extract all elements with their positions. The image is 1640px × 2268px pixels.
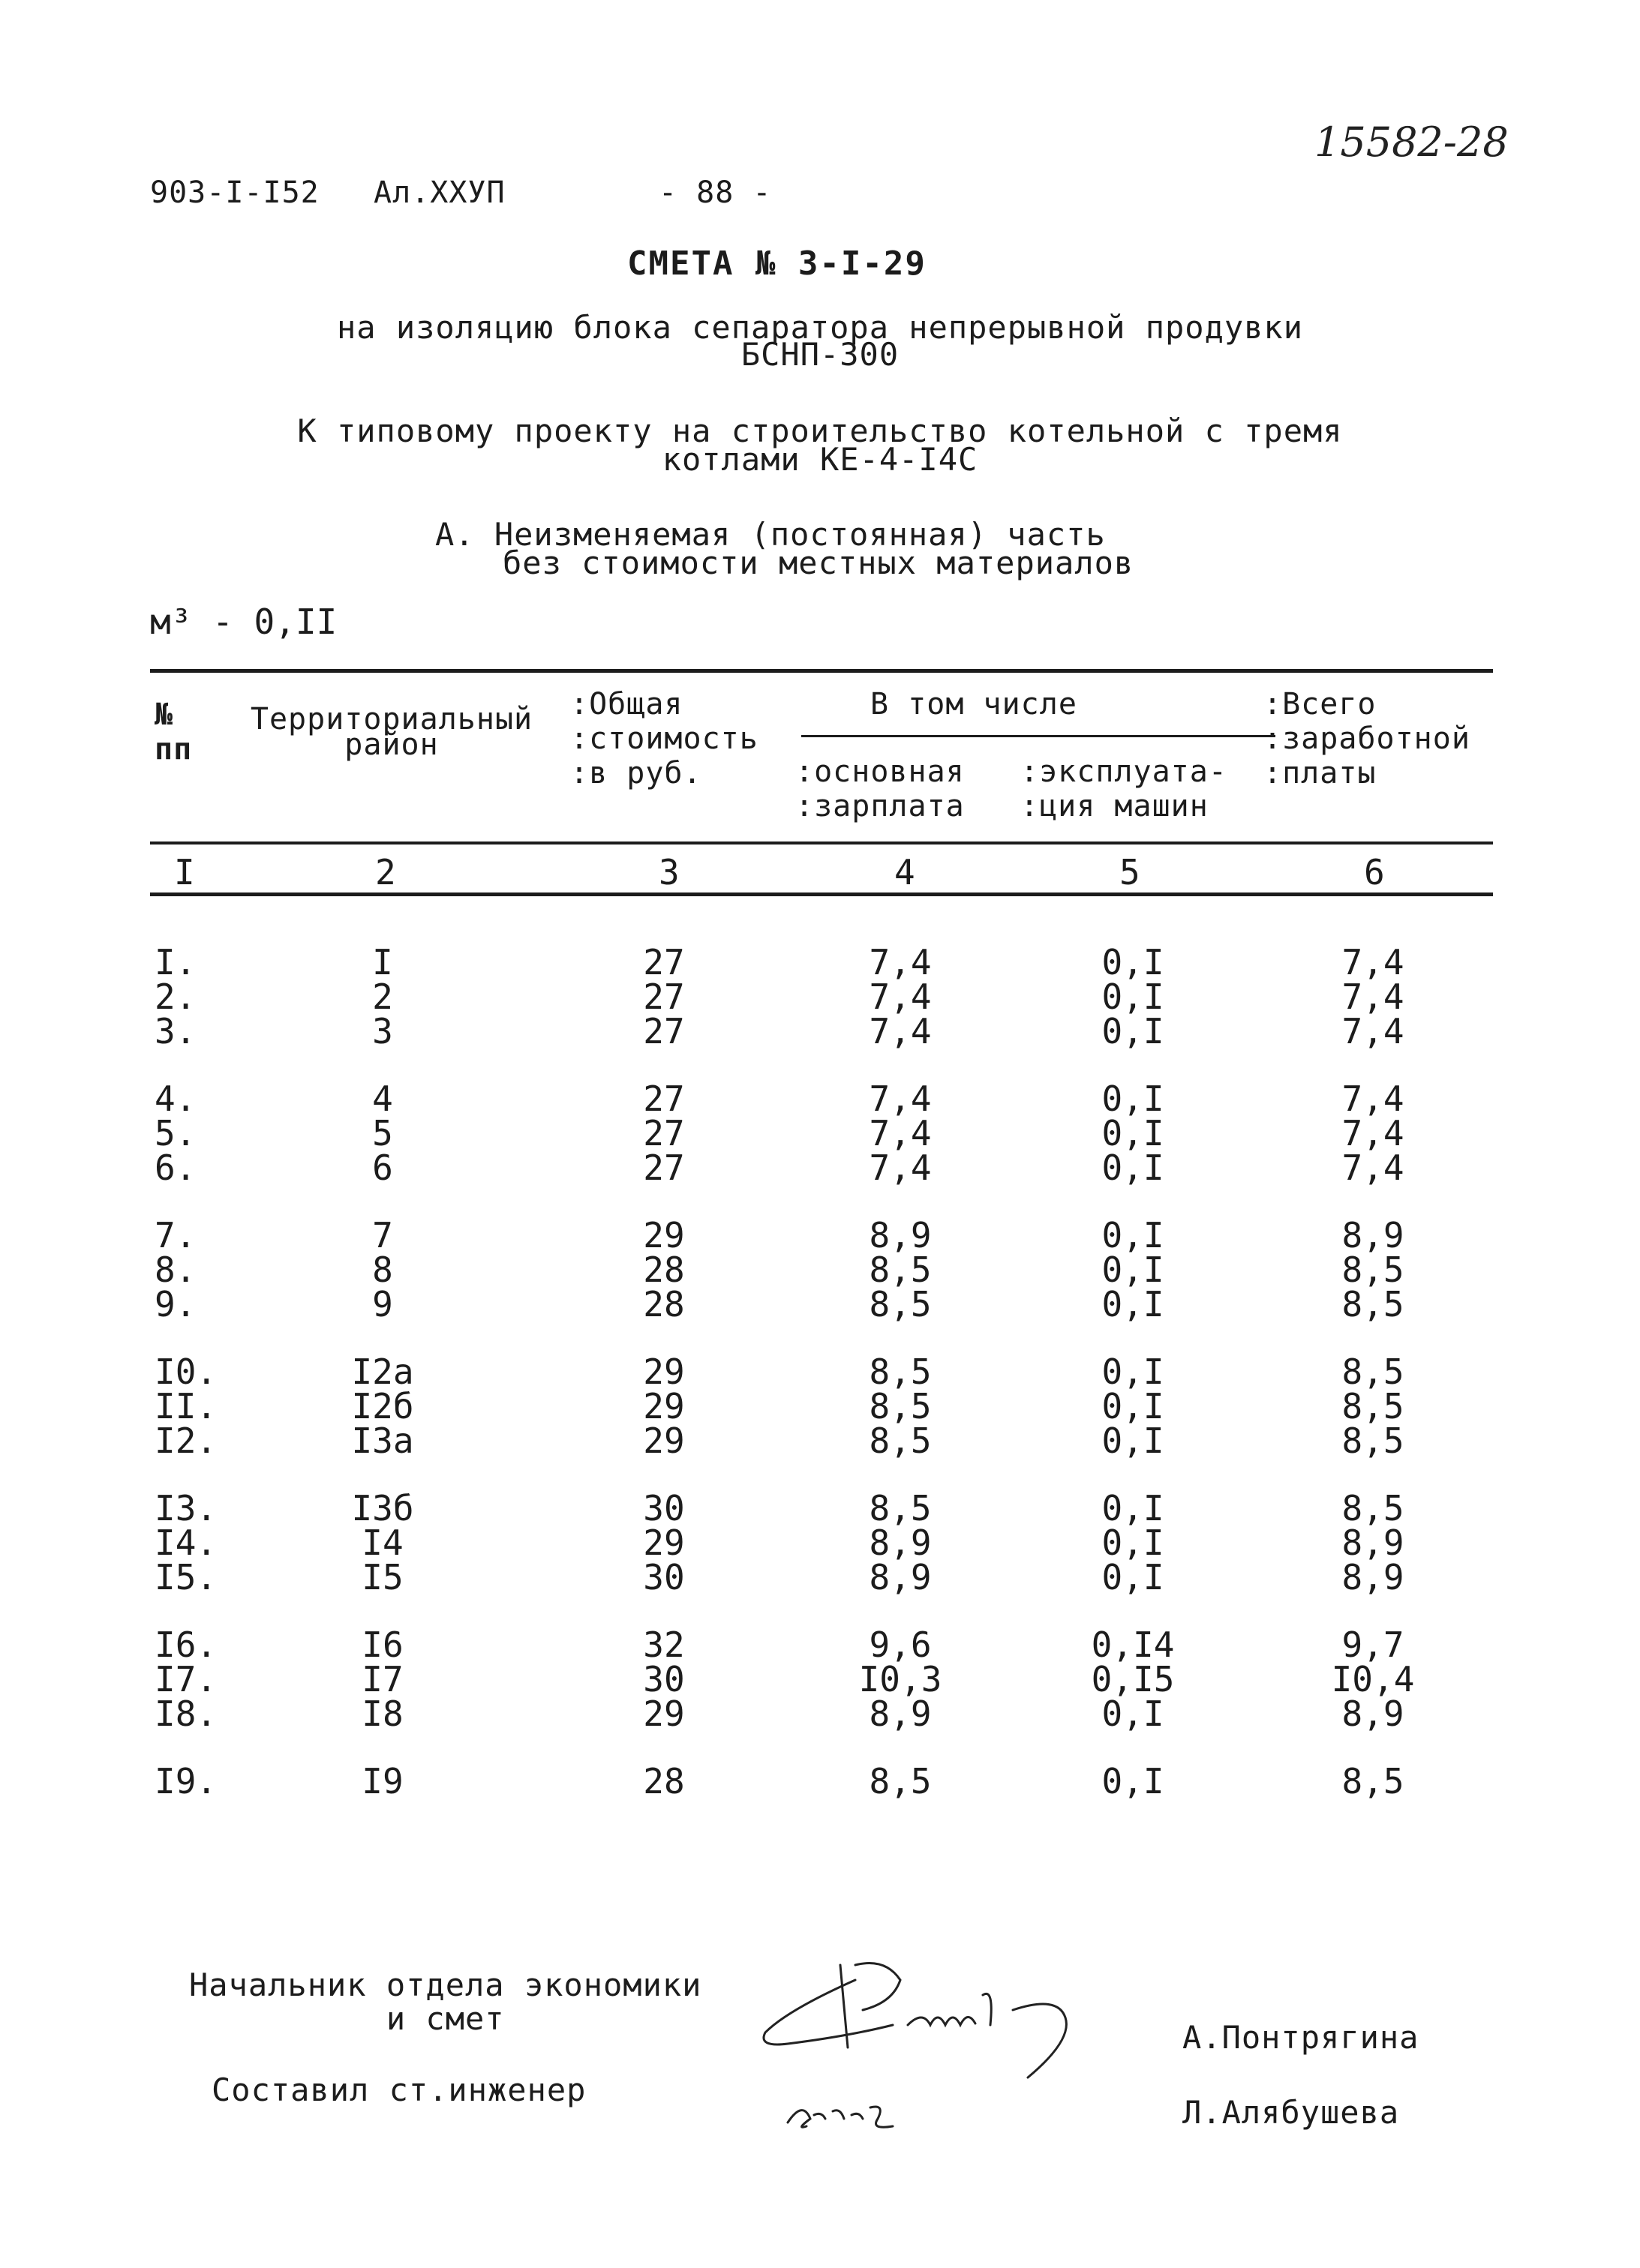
total-wages-cell: 7,4	[1341, 1011, 1404, 1052]
region-cell: I8	[362, 1694, 404, 1734]
machine-cost-cell: 0,I	[1101, 1011, 1164, 1052]
total-wages-cell: I0,4	[1331, 1659, 1415, 1700]
col-header-machines: :эксплуата- :ция машин	[1020, 754, 1227, 824]
total-cost-cell: 28	[643, 1284, 685, 1324]
row-number-cell: I.	[155, 942, 197, 982]
region-cell: 3	[372, 1011, 393, 1052]
base-salary-cell: I0,3	[858, 1659, 942, 1700]
total-cost-cell: 27	[643, 1113, 685, 1154]
total-cost-cell: 29	[643, 1215, 685, 1256]
total-cost-cell: 27	[643, 1011, 685, 1052]
base-salary-cell: 8,5	[869, 1352, 932, 1392]
total-cost-cell: 27	[643, 1148, 685, 1188]
row-number-cell: I3.	[155, 1488, 218, 1528]
table-number-rule	[150, 892, 1493, 896]
base-salary-cell: 9,6	[869, 1624, 932, 1665]
total-cost-cell: 28	[643, 1250, 685, 1290]
base-salary-cell: 7,4	[869, 1113, 932, 1154]
base-salary-cell: 7,4	[869, 976, 932, 1017]
col-number-1: I	[174, 852, 196, 892]
col-number-6: 6	[1364, 852, 1386, 892]
total-wages-cell: 7,4	[1341, 1148, 1404, 1188]
compiler-name: Л.Алябушева	[1182, 2094, 1400, 2131]
total-cost-cell: 30	[643, 1488, 685, 1528]
row-number-cell: 7.	[155, 1215, 197, 1256]
machine-cost-cell: 0,I	[1101, 1420, 1164, 1461]
total-wages-cell: 7,4	[1341, 942, 1404, 982]
base-salary-cell: 8,5	[869, 1250, 932, 1290]
col-header-including: В том числе	[870, 687, 1077, 722]
volume-label: м³ - 0,II	[150, 602, 338, 642]
total-wages-cell: 8,5	[1341, 1284, 1404, 1324]
row-number-cell: 3.	[155, 1011, 197, 1052]
region-cell: I4	[362, 1522, 404, 1563]
region-cell: I6	[362, 1624, 404, 1665]
col-header-total-wages: :Всего :заработной :платы	[1263, 687, 1470, 790]
machine-cost-cell: 0,I	[1101, 1148, 1164, 1188]
total-cost-cell: 29	[643, 1694, 685, 1734]
total-cost-cell: 30	[643, 1659, 685, 1700]
table-top-rule	[150, 669, 1493, 673]
region-cell: 5	[372, 1113, 393, 1154]
row-number-cell: I9.	[155, 1761, 218, 1802]
doc-code: 903-I-I52	[150, 176, 320, 210]
machine-cost-cell: 0,I	[1101, 1284, 1164, 1324]
col-number-2: 2	[375, 852, 397, 892]
total-wages-cell: 7,4	[1341, 976, 1404, 1017]
section-line-2: без стоимости местных материалов	[503, 544, 1134, 581]
total-cost-cell: 29	[643, 1386, 685, 1426]
total-wages-cell: 8,5	[1341, 1420, 1404, 1461]
total-cost-cell: 29	[643, 1352, 685, 1392]
base-salary-cell: 8,5	[869, 1761, 932, 1802]
section-heading	[435, 518, 1134, 580]
total-cost-cell: 29	[643, 1522, 685, 1563]
subtitle-line-2: БСНП-300	[740, 336, 900, 373]
base-salary-cell: 8,9	[869, 1557, 932, 1598]
machine-cost-cell: 0,I	[1101, 976, 1164, 1017]
machine-cost-cell: 0,I4	[1091, 1624, 1175, 1665]
total-wages-cell: 8,5	[1341, 1386, 1404, 1426]
head-signature-image	[743, 1950, 1118, 2092]
total-cost-cell: 32	[643, 1624, 685, 1665]
col-number-4: 4	[894, 852, 916, 892]
machine-cost-cell: 0,I	[1101, 1250, 1164, 1290]
region-cell: 2	[372, 976, 393, 1017]
base-salary-cell: 7,4	[869, 1011, 932, 1052]
total-wages-cell: 7,4	[1341, 1078, 1404, 1119]
region-cell: 7	[372, 1215, 393, 1256]
handwritten-archive-number: 15582-28	[1314, 118, 1509, 166]
base-salary-cell: 8,5	[869, 1284, 932, 1324]
machine-cost-cell: 0,I	[1101, 1522, 1164, 1563]
head-title: Начальник отдела экономики и смет	[189, 1966, 702, 2037]
page-number: - 88 -	[659, 176, 772, 210]
machine-cost-cell: 0,I	[1101, 1352, 1164, 1392]
region-cell: I3б	[351, 1488, 414, 1528]
row-number-cell: I6.	[155, 1624, 218, 1665]
base-salary-cell: 8,9	[869, 1694, 932, 1734]
machine-cost-cell: 0,I	[1101, 1761, 1164, 1802]
machine-cost-cell: 0,I5	[1091, 1659, 1175, 1700]
row-number-cell: 8.	[155, 1250, 197, 1290]
col-header-total: :Общая :стоимость :в руб.	[570, 687, 758, 790]
total-wages-cell: 8,9	[1341, 1557, 1404, 1598]
row-number-cell: 5.	[155, 1113, 197, 1154]
compiler-signature-image	[780, 2085, 930, 2145]
row-number-cell: I8.	[155, 1694, 218, 1734]
base-salary-cell: 8,9	[869, 1215, 932, 1256]
page-title: СМЕТА № 3-I-29	[627, 244, 927, 283]
project-line-2: котлами КЕ-4-I4С	[662, 441, 978, 478]
region-cell: I	[372, 942, 393, 982]
region-cell: 6	[372, 1148, 393, 1188]
base-salary-cell: 7,4	[869, 1078, 932, 1119]
project-line-1: К типовому проекту на строительство котельной с тремя	[297, 412, 1343, 449]
total-cost-cell: 30	[643, 1557, 685, 1598]
machine-cost-cell: 0,I	[1101, 1694, 1164, 1734]
project-reference	[0, 414, 1640, 477]
machine-cost-cell: 0,I	[1101, 1488, 1164, 1528]
region-cell: I9	[362, 1761, 404, 1802]
machine-cost-cell: 0,I	[1101, 942, 1164, 982]
col-number-5: 5	[1119, 852, 1141, 892]
region-cell: I3а	[351, 1420, 414, 1461]
row-number-cell: 4.	[155, 1078, 197, 1119]
col-number-3: 3	[659, 852, 680, 892]
total-wages-cell: 8,9	[1341, 1694, 1404, 1734]
incl-divider-rule	[801, 735, 1275, 737]
total-cost-cell: 27	[643, 942, 685, 982]
head-name: А.Понтрягина	[1182, 2019, 1419, 2056]
total-wages-cell: 8,5	[1341, 1250, 1404, 1290]
region-cell: 8	[372, 1250, 393, 1290]
total-wages-cell: 9,7	[1341, 1624, 1404, 1665]
total-cost-cell: 27	[643, 1078, 685, 1119]
col-header-number: № пп	[155, 698, 193, 766]
total-wages-cell: 8,9	[1341, 1522, 1404, 1563]
row-number-cell: I4.	[155, 1522, 218, 1563]
region-cell: I5	[362, 1557, 404, 1598]
region-cell: I2а	[351, 1352, 414, 1392]
total-cost-cell: 29	[643, 1420, 685, 1461]
machine-cost-cell: 0,I	[1101, 1557, 1164, 1598]
row-number-cell: 6.	[155, 1148, 197, 1188]
region-cell: 9	[372, 1284, 393, 1324]
machine-cost-cell: 0,I	[1101, 1215, 1164, 1256]
compiler-title: Составил ст.инженер	[212, 2072, 587, 2108]
subtitle-line-1: на изоляцию блока сепаратора непрерывной продувки	[336, 309, 1304, 346]
total-wages-cell: 8,9	[1341, 1215, 1404, 1256]
total-wages-cell: 8,5	[1341, 1488, 1404, 1528]
base-salary-cell: 8,9	[869, 1522, 932, 1563]
region-cell: 4	[372, 1078, 393, 1119]
base-salary-cell: 8,5	[869, 1420, 932, 1461]
row-number-cell: 2.	[155, 976, 197, 1017]
row-number-cell: I7.	[155, 1659, 218, 1700]
section-line-1: А. Неизменяемая (постоянная) часть	[435, 516, 1106, 553]
table-header-rule	[150, 842, 1493, 844]
base-salary-cell: 8,5	[869, 1488, 932, 1528]
col-header-base-salary: :основная :зарплата	[795, 754, 965, 824]
base-salary-cell: 7,4	[869, 942, 932, 982]
machine-cost-cell: 0,I	[1101, 1113, 1164, 1154]
subtitle	[0, 310, 1640, 372]
machine-cost-cell: 0,I	[1101, 1078, 1164, 1119]
total-wages-cell: 8,5	[1341, 1352, 1404, 1392]
region-cell: I2б	[351, 1386, 414, 1426]
total-cost-cell: 27	[643, 976, 685, 1017]
machine-cost-cell: 0,I	[1101, 1386, 1164, 1426]
total-wages-cell: 8,5	[1341, 1761, 1404, 1802]
album-label: Ал.XXУП	[374, 176, 506, 210]
base-salary-cell: 8,5	[869, 1386, 932, 1426]
row-number-cell: II.	[155, 1386, 218, 1426]
row-number-cell: I2.	[155, 1420, 218, 1461]
row-number-cell: 9.	[155, 1284, 197, 1324]
row-number-cell: I0.	[155, 1352, 218, 1392]
region-cell: I7	[362, 1659, 404, 1700]
base-salary-cell: 7,4	[869, 1148, 932, 1188]
row-number-cell: I5.	[155, 1557, 218, 1598]
total-wages-cell: 7,4	[1341, 1113, 1404, 1154]
col-header-region: Территориальный район	[250, 702, 533, 762]
total-cost-cell: 28	[643, 1761, 685, 1802]
